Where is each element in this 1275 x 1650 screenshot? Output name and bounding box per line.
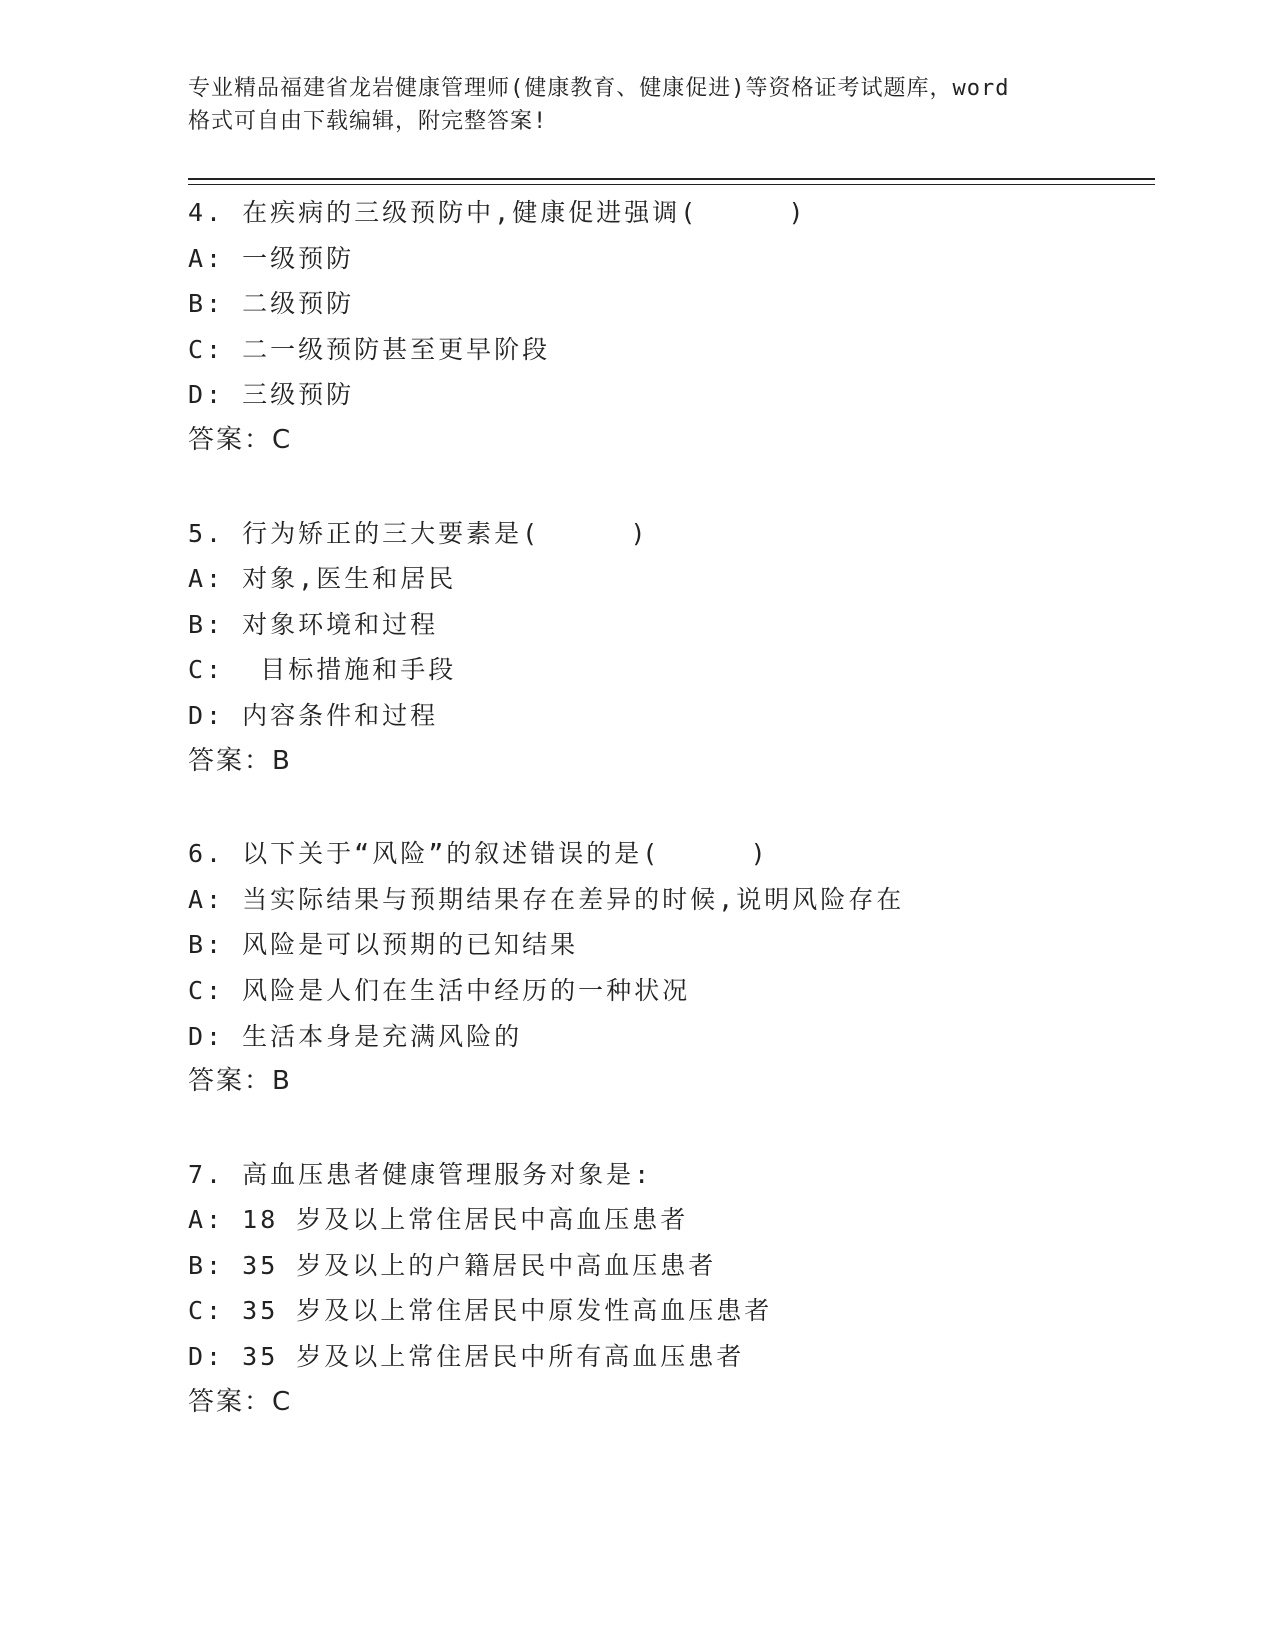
option-a: A: 一级预防 — [188, 243, 355, 273]
question-stem: 5. 行为矫正的三大要素是( ) — [188, 518, 649, 548]
option-c: C: 目标措施和手段 — [188, 655, 457, 685]
answer: 答案：C — [188, 424, 293, 455]
option-d: D: 三级预防 — [188, 380, 355, 410]
document-header — [188, 72, 1088, 138]
option-b: B: 对象环境和过程 — [188, 609, 439, 639]
option-a: A: 对象,医生和居民 — [188, 564, 457, 594]
question-5 — [188, 511, 1148, 785]
option-d: D: 35 岁及以上常住居民中所有高血压患者 — [188, 1342, 745, 1372]
question-list — [188, 190, 1148, 1472]
option-a: A: 当实际结果与预期结果存在差异的时候,说明风险存在 — [188, 884, 905, 914]
question-stem: 4. 在疾病的三级预防中,健康促进强调( ) — [188, 198, 807, 227]
header-divider-thick — [188, 178, 1155, 180]
option-c: C: 35 岁及以上常住居民中原发性高血压患者 — [188, 1296, 773, 1326]
option-b: B: 风险是可以预期的已知结果 — [188, 930, 579, 960]
question-7 — [188, 1152, 1148, 1426]
answer: 答案：C — [188, 1386, 293, 1417]
option-d: D: 内容条件和过程 — [188, 700, 439, 730]
header-line-1: 专业精品福建省龙岩健康管理师(健康教育、健康促进)等资格证考试题库，word — [188, 76, 1010, 101]
answer: 答案：B — [188, 745, 292, 776]
answer: 答案：B — [188, 1066, 292, 1097]
option-a: A: 18 岁及以上常住居民中高血压患者 — [188, 1205, 689, 1235]
question-4 — [188, 190, 1148, 464]
option-c: C: 二一级预防甚至更早阶段 — [188, 334, 551, 364]
question-stem: 6. 以下关于“风险”的叙述错误的是( ) — [188, 839, 769, 869]
question-6 — [188, 831, 1148, 1105]
option-d: D: 生活本身是充满风险的 — [188, 1021, 523, 1051]
option-b: B: 35 岁及以上的户籍居民中高血压患者 — [188, 1250, 717, 1280]
question-stem: 7. 高血压患者健康管理服务对象是: — [188, 1159, 653, 1189]
option-b: B: 二级预防 — [188, 289, 355, 319]
header-divider-thin — [188, 184, 1155, 185]
header-line-2: 格式可自由下载编辑，附完整答案! — [188, 109, 548, 134]
option-c: C: 风险是人们在生活中经历的一种状况 — [188, 975, 691, 1005]
